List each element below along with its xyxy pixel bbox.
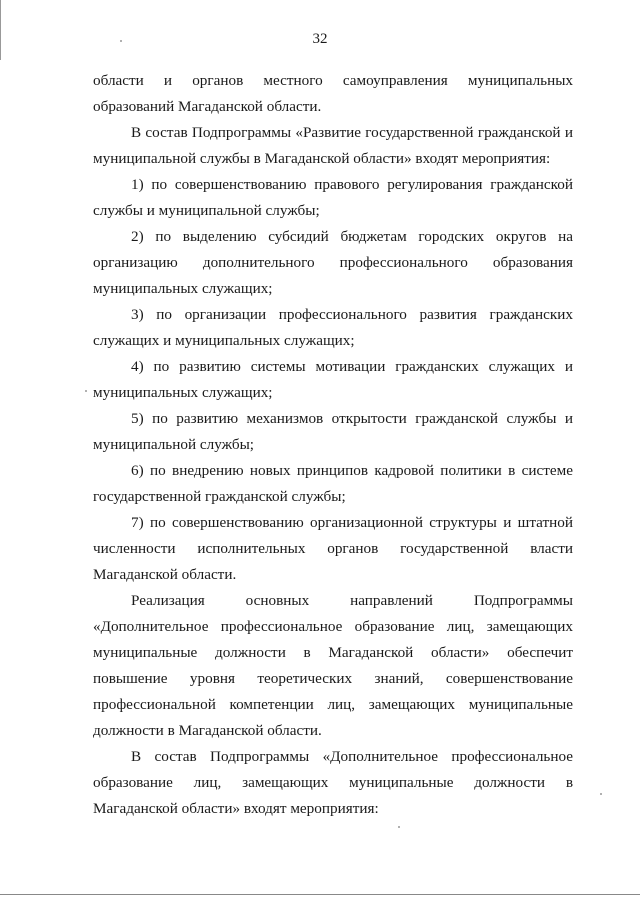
list-item-line: 5) по развитию механизмов открытости гражданской службы и	[131, 410, 573, 427]
scan-bottom-edge	[0, 894, 640, 895]
list-item-line: государственной гражданской службы;	[93, 488, 346, 505]
scan-speck	[120, 40, 122, 42]
list-item-line: 1) по совершенствованию правового регулирования гражданской	[131, 176, 573, 193]
list-item-line: Магаданской области.	[93, 566, 237, 583]
paragraph-line: Реализация основных направлений Подпрограммы	[131, 592, 573, 609]
list-item-line: муниципальных служащих;	[93, 384, 273, 401]
paragraph-line: В состав Подпрограммы «Дополнительное профессиональное	[131, 748, 573, 765]
list-item-line: 7) по совершенствованию организационной структуры и штатной	[131, 514, 573, 531]
list-item-line: организацию дополнительного профессионального образования	[93, 254, 573, 271]
list-item-line: муниципальных служащих;	[93, 280, 273, 297]
paragraph-line: Магаданской области» входят мероприятия:	[93, 800, 379, 817]
list-item-line: 2) по выделению субсидий бюджетам городских округов на	[131, 228, 573, 245]
paragraph-line: образование лиц, замещающих муниципальные должности в	[93, 774, 573, 791]
page-number: 32	[312, 31, 328, 47]
paragraph-line: «Дополнительное профессиональное образование лиц, замещающих	[93, 618, 573, 635]
paragraph-line: муниципальные должности в Магаданской области» обеспечит	[93, 644, 573, 661]
paragraph-line: повышение уровня теоретических знаний, совершенствование	[93, 670, 573, 687]
scan-speck	[398, 826, 400, 828]
scan-edge-mark	[0, 0, 1, 60]
list-item-line: служащих и муниципальных служащих;	[93, 332, 355, 349]
paragraph-line: муниципальной службы в Магаданской области» входят мероприятия:	[93, 150, 551, 167]
paragraph-line: профессиональной компетенции лиц, замещающих муниципальные	[93, 696, 573, 713]
paragraph-line: В состав Подпрограммы «Развитие государственной гражданской и	[131, 124, 573, 141]
list-item-line: службы и муниципальной службы;	[93, 202, 320, 219]
list-item-line: 4) по развитию системы мотивации гражданских служащих и	[131, 358, 573, 375]
list-item-line: муниципальной службы;	[93, 436, 255, 453]
list-item-line: 3) по организации профессионального развития гражданских	[131, 306, 573, 323]
list-item-line: 6) по внедрению новых принципов кадровой политики в системе	[131, 462, 573, 479]
scan-speck	[85, 390, 87, 392]
scan-speck	[600, 793, 602, 795]
list-item-line: численности исполнительных органов государственной власти	[93, 540, 573, 557]
paragraph-line: области и органов местного самоуправления муниципальных	[93, 72, 573, 89]
paragraph-line: должности в Магаданской области.	[93, 722, 322, 739]
paragraph-line: образований Магаданской области.	[93, 98, 322, 115]
